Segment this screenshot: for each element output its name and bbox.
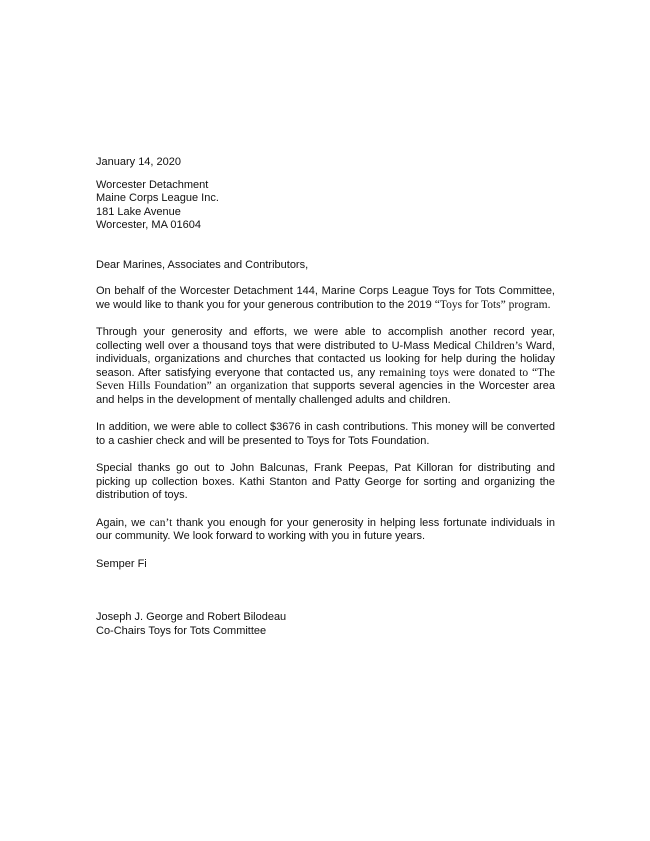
salutation: Dear Marines, Associates and Contributors, [96,258,309,271]
paragraph [96,462,555,503]
signature-block [96,611,555,638]
text-segment: Ward, individuals, organizations and churches that contacted us looking for help during the holiday season. After satisfying everyone that contacted us, any [96,339,555,379]
address-line: Worcester Detachment [96,178,209,191]
paragraph [96,285,555,312]
text-segment: On behalf of the Worcester Detachment 144, Marine Corps League Toys for Tots Committee, we would like to thank you for your generous contribution to the 2019 [96,285,555,311]
paragraph [96,326,555,407]
paragraph [96,517,555,544]
text-segment-serif: Children’s [474,339,523,352]
text-segment: Special thanks go out to John Balcunas, Frank Peepas, Pat Killoran for distributing and picking up collection boxes. Kathi Stanton and Patty George for sorting and organizing the distribution of toys. [96,462,555,501]
text-segment: Through your generosity and efforts, we were able to accomplish another record year, collecting well over a thousand toys that were distributed to U-Mass Medical [96,326,555,352]
address-line: 181 Lake Avenue [96,205,181,218]
sender-address [96,179,555,233]
address-line: Maine Corps League Inc. [96,192,219,204]
text-segment-serif: can’t [149,516,173,529]
paragraph [96,421,555,448]
text-segment-serif: remaining toys were donated to “The Seven Hills Foundation” an organization that [96,366,555,392]
letter-date: January 14, 2020 [96,156,182,168]
text-segment: supports several agencies in the Worcester area and helps in the development of mentally challenged adults and children. [96,380,555,406]
text-segment: Again, we [96,516,150,529]
signature-line: Joseph J. George and Robert Bilodeau [96,611,287,623]
signature-line: Co-Chairs Toys for Tots Committee [96,624,267,637]
closing-semper-fi: Semper Fi [96,557,147,570]
text-segment-serif: “Toys for Tots” program. [434,298,551,311]
address-line: Worcester, MA 01604 [96,219,201,231]
letter-body [96,285,555,544]
text-segment: thank you enough for your generosity in helping less fortunate individuals in our community. We look forward to working with you in future years. [96,516,555,542]
text-segment: In addition, we were able to collect $3676 in cash contributions. This money will be converted to a cashier check and will be presented to Toys for Tots Foundation. [96,421,555,447]
